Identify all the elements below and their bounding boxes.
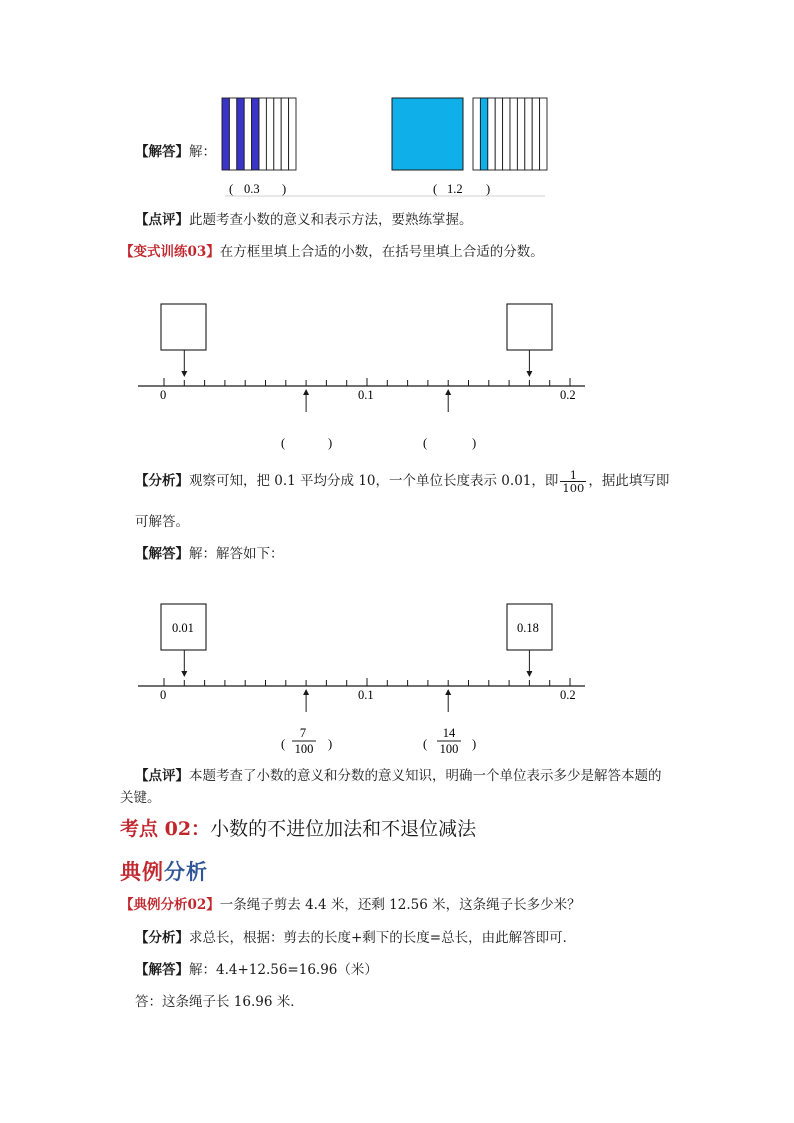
left-strip-7: [274, 98, 281, 170]
axis-label-0-b: 0: [160, 688, 167, 702]
paren-close-left: ): [282, 182, 287, 196]
answer-tag-2: 【解答】: [135, 546, 189, 562]
strip-model-0-3: [222, 98, 296, 170]
analysis-line-1: [135, 466, 669, 496]
comment-text: 此题考查小数的意义和表示方法，要熟练掌握。: [189, 212, 473, 228]
right-strip-0: [473, 98, 480, 170]
answer-text-2: 解：解答如下：: [189, 546, 284, 562]
nl2-down-arrowhead-0: [181, 671, 187, 677]
ans-paren-left-open: (: [281, 737, 286, 751]
nl1-down-arrowhead-0: [181, 371, 187, 377]
dianli-part1: 典例: [120, 859, 164, 884]
blank-paren-left-close: ): [328, 436, 333, 450]
fraction-num: 1: [569, 467, 578, 482]
nl2-down-arrowhead-1: [526, 671, 532, 677]
analysis-line-2: [135, 510, 189, 530]
axis-label-0-1-b: 0.1: [358, 688, 374, 702]
left-strip-5: [259, 98, 266, 170]
analysis-text-cont: 可解答。: [135, 514, 189, 530]
box-answer-right: 0.18: [517, 621, 539, 635]
comment-tag: 【点评】: [135, 212, 189, 228]
nl1-down-arrowhead-1: [526, 371, 532, 377]
answer-line-2: [135, 542, 284, 562]
example-answer-tag: 【解答】: [135, 962, 189, 978]
comment-line-2: [135, 764, 662, 784]
blank-box-left: [161, 304, 206, 350]
ans-paren-left-close: ): [328, 737, 333, 751]
example-final-line: [135, 990, 304, 1010]
left-strip-8: [281, 98, 288, 170]
example-answer-text: 解：4.4+12.56=16.96（米）: [189, 962, 378, 978]
right-strip-7: [525, 98, 532, 170]
example-answer-line: [135, 958, 378, 978]
nl2-up-arrowhead-0: [303, 689, 309, 695]
blank-paren-left-open: (: [281, 436, 286, 450]
blank-paren-right-open: (: [423, 436, 428, 450]
dianli-part2: 分析: [164, 859, 208, 884]
right-strip-6: [517, 98, 524, 170]
blank-box-right: [507, 304, 552, 350]
paren-open-left: (: [229, 182, 234, 196]
section-heading-kaodian: [120, 814, 476, 841]
right-strip-5: [510, 98, 517, 170]
kaodian-label: 考点 02：: [120, 818, 211, 840]
fig-left-label: 0.3: [244, 182, 260, 196]
answer-tag: 【解答】: [135, 144, 189, 160]
fraction-den: 100: [562, 481, 585, 495]
axis-label-0-1: 0.1: [358, 388, 374, 402]
comment-line-2a: 本题考查了小数的意义和分数的意义知识，明确一个单位表示多少是解答本题的: [189, 768, 662, 784]
paren-open-right: (: [433, 182, 438, 196]
paren-close-right: ): [486, 182, 491, 196]
axis-label-0-2-b: 0.2: [560, 688, 576, 702]
fig-right-label: 1.2: [447, 182, 463, 196]
comment-line-1: [135, 208, 473, 228]
answer-prefix: 解：: [189, 144, 216, 160]
frac-ans-left-den: 100: [294, 742, 314, 756]
ans-paren-right-close: ): [472, 737, 477, 751]
variant-line: [120, 240, 544, 260]
left-strip-0: [222, 98, 229, 170]
nl1-up-arrowhead-1: [445, 389, 451, 395]
left-strip-4: [252, 98, 259, 170]
right-strip-8: [532, 98, 539, 170]
left-strip-2: [237, 98, 244, 170]
nl2-up-arrowhead-1: [445, 689, 451, 695]
full-square: [392, 98, 463, 170]
axis-label-0: 0: [160, 388, 167, 402]
right-strip-2: [488, 98, 495, 170]
axis-label-0-2: 0.2: [560, 388, 576, 402]
ans-paren-right-open: (: [423, 737, 428, 751]
variant-text: 在方框里填上合适的小数，在括号里填上合适的分数。: [219, 244, 544, 260]
left-strip-3: [244, 98, 251, 170]
example-tag: 【典例分析02】: [120, 897, 220, 913]
answer-line-1: [135, 140, 216, 160]
right-strip-9: [540, 98, 547, 170]
example-analysis-tag: 【分析】: [135, 930, 189, 946]
left-strip-9: [289, 98, 296, 170]
variant-tag: 【变式训练03】: [120, 244, 220, 260]
frac-ans-right-num: 14: [442, 726, 456, 740]
example-question: 一条绳子剪去 4.4 米，还剩 12.56 米，这条绳子长多少米？: [219, 897, 581, 913]
analysis-text-before: 观察可知，把 0.1 平均分成 10，一个单位长度表示 0.01，即: [189, 473, 559, 489]
nl1-up-arrowhead-0: [303, 389, 309, 395]
box-answer-left: 0.01: [172, 621, 194, 635]
frac-ans-left-num: 7: [299, 726, 307, 740]
blank-paren-right-close: ): [472, 436, 477, 450]
right-strip-4: [503, 98, 510, 170]
number-line-question: [130, 295, 600, 460]
right-strip-1: [480, 98, 487, 170]
frac-ans-right-den: 100: [439, 742, 459, 756]
number-line-answer: [130, 595, 600, 765]
fraction-1-100: [560, 469, 586, 494]
section-heading-dianli: [120, 856, 208, 886]
example-analysis-line: [135, 926, 576, 946]
right-strip-3: [495, 98, 502, 170]
comment-tag-2: 【点评】: [135, 768, 189, 784]
comment-line-3: [120, 786, 161, 806]
analysis-text-after: ，据此填写即: [588, 473, 670, 489]
example-line: [120, 893, 581, 913]
decimal-area-figure: [215, 92, 555, 204]
strip-model-0-2: [473, 98, 547, 170]
example-final: 答：这条绳子长 16.96 米．: [135, 994, 304, 1010]
left-strip-6: [266, 98, 273, 170]
analysis-tag: 【分析】: [135, 473, 189, 489]
example-analysis-text: 求总长，根据：剪去的长度+剩下的长度=总长，由此解答即可．: [189, 930, 577, 946]
left-strip-1: [229, 98, 236, 170]
comment-line-2b: 关键。: [120, 790, 161, 806]
kaodian-title: 小数的不进位加法和不退位减法: [210, 818, 477, 840]
